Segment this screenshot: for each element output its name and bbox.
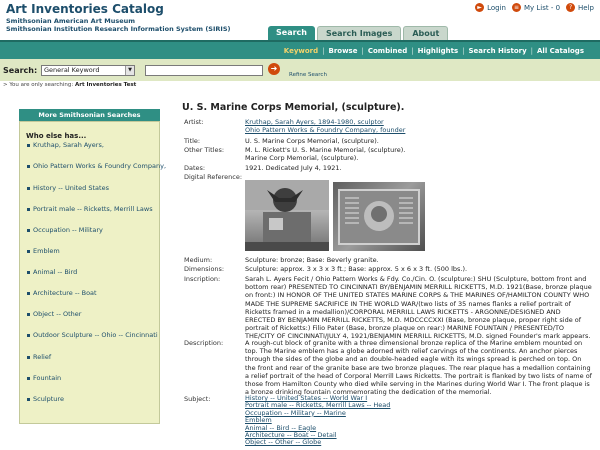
inscription-label: Inscription: bbox=[184, 275, 221, 283]
subject-link[interactable]: Portrait male -- Ricketts, Merrill Laws -- Head bbox=[245, 401, 391, 410]
main-tabs bbox=[268, 26, 448, 40]
my-list-link[interactable] bbox=[512, 3, 560, 12]
other-titles-value bbox=[245, 146, 593, 162]
other-titles-label: Other Titles: bbox=[184, 146, 225, 154]
tab-search-images[interactable]: Search Images bbox=[317, 26, 401, 40]
bullet-icon bbox=[27, 292, 30, 295]
search-type-select[interactable] bbox=[41, 65, 135, 76]
search-label: Search: bbox=[3, 66, 38, 75]
memorial-photo-1[interactable] bbox=[245, 180, 329, 251]
sidebar-item-object[interactable]: Object -- Other bbox=[27, 310, 81, 318]
bullet-icon bbox=[27, 271, 30, 274]
sidebar-item-animal[interactable]: Animal -- Bird bbox=[27, 268, 77, 276]
nav-combined[interactable]: Combined bbox=[367, 46, 408, 55]
who-else-heading: Who else has... bbox=[26, 132, 87, 140]
nav-highlights[interactable]: Highlights bbox=[417, 46, 459, 55]
catalog-title[interactable]: Art Inventories Catalog bbox=[6, 2, 164, 16]
subject-list bbox=[245, 395, 593, 447]
bullet-icon bbox=[27, 250, 30, 253]
sidebar-item-portrait[interactable]: Portrait male -- Ricketts, Merrill Laws bbox=[27, 205, 153, 213]
other-title-2: Marine Corp Memorial, (sculpture). bbox=[245, 154, 359, 163]
bullet-icon bbox=[27, 165, 30, 168]
nav-divider: | bbox=[411, 46, 414, 55]
help-link[interactable] bbox=[566, 3, 594, 12]
login-link[interactable] bbox=[475, 3, 506, 12]
help-label: Help bbox=[578, 3, 594, 12]
bullet-icon bbox=[27, 377, 30, 380]
search-go-button[interactable]: ➜ bbox=[268, 63, 280, 75]
subject-label: Subject: bbox=[184, 395, 211, 403]
sub-nav bbox=[0, 40, 600, 59]
search-scope bbox=[3, 82, 136, 88]
record-title: U. S. Marine Corps Memorial, (sculpture). bbox=[182, 102, 405, 113]
digital-reference-images bbox=[245, 180, 425, 251]
sidebar-item-architecture[interactable]: Architecture -- Boat bbox=[27, 289, 97, 297]
bullet-icon bbox=[27, 187, 30, 190]
bullet-icon bbox=[27, 229, 30, 232]
tab-search[interactable]: Search bbox=[268, 26, 315, 40]
subject-link[interactable]: History -- United States -- World War I bbox=[245, 394, 368, 402]
dates-label: Dates: bbox=[184, 164, 206, 172]
sidebar-item-outdoor-sculpture[interactable]: Outdoor Sculpture -- Ohio -- Cincinnati bbox=[27, 331, 158, 339]
nav-divider: | bbox=[322, 46, 325, 55]
artist-value bbox=[245, 118, 593, 134]
subject-link[interactable]: Occupation -- Military -- Marine bbox=[245, 408, 346, 417]
bullet-icon bbox=[27, 144, 30, 147]
medium-label: Medium: bbox=[184, 256, 213, 264]
search-scope-target: Art Inventories Test bbox=[75, 82, 137, 88]
search-type-value: General Keyword bbox=[44, 66, 100, 74]
list-icon: ≡ bbox=[513, 4, 519, 11]
inscription-value: Sarah L. Ayers Fecit / Ohio Pattern Works & Fdy. Co./Cin. O. (sculpture:) SHU (Sculpture, bottom front and bottom rear) PRESENTED TO CINCINNATI BY/BENJAMIN MERRILL RICKETTS, M.D. 1921(Base, bronze plaque on front:) IN HONOR OF THE UNITED STATES MARINE CORPS & THE MARINES OF/HAMILTON COUNTY WHO MADE THE SUPREME SACRIFICE IN THE WORLD WAR/(two lists of 35 names flanks a relief portrait of Ricketts framed in a medallion)/CORPORAL MERRILL LAWS RICKETTS - ARGONNE/DESIGNED AND ERECTED BY BENJAMIN MERRILL RICKETTS, M.D. MDCCCCXXI (Base, bronze plaque, proper right side of portrait of Ricketts:) Filio Pater (Base, bronze plaque on rear:) MARINE FOUNTAIN / PRESENTED/TO THE/CITY OF CINCINNATI/JULY 4, 1921/BENJAMIN MERRILL RICKETTS, M.D. signed Founder's mark appears. bbox=[245, 275, 592, 341]
siris-name: Smithsonian Institution Research Information System (SIRIS) bbox=[6, 25, 231, 33]
login-icon: ► bbox=[475, 3, 484, 12]
artist-label: Artist: bbox=[184, 118, 204, 126]
medium-value: Sculpture: bronze; Base: Beverly granite. bbox=[245, 256, 379, 264]
title-label: Title: bbox=[184, 137, 201, 145]
login-label: Login bbox=[487, 3, 506, 12]
dimensions-label: Dimensions: bbox=[184, 265, 225, 273]
nav-divider: | bbox=[530, 46, 534, 55]
founder-link[interactable]: Ohio Pattern Works & Foundry Company, founder bbox=[245, 126, 406, 135]
subject-link[interactable]: Architecture -- Boat -- Detail bbox=[245, 431, 337, 440]
refine-search-link[interactable]: Refine Search bbox=[289, 72, 327, 78]
nav-all-catalogs[interactable]: All Catalogs bbox=[537, 46, 584, 55]
bullet-icon bbox=[27, 313, 30, 316]
bullet-icon bbox=[27, 208, 30, 211]
description-value: A rough-cut block of granite with a three dimensional bronze replica of the Marine emblem mounted on top. The Marine emblem has a globe adorned with relief carvings of the continents. An anchor pierces through the sides of the globe and an double-headed eagle with its wings spread is perched on top. On the front and rear of the granite base are two bronze plaques. The rear plaque has a medallion containing a relief portrait of the head of Corporal Merrill Laws Ricketts. The portrait is flanked by two lists of name of those from Hamilton County who died while serving in the Marines during World War I. The front plaque is a bronze drinking fountain commemorating the dedication of the memorial. bbox=[245, 339, 592, 397]
nav-divider: | bbox=[462, 46, 465, 55]
my-list-label: My List - 0 bbox=[523, 3, 561, 12]
search-bar bbox=[0, 59, 600, 81]
dimensions-value: Sculpture: approx. 3 x 3 x 3 ft.; Base: approx. 5 x 6 x 3 ft. (500 lbs.). bbox=[245, 265, 468, 273]
nav-browse[interactable]: Browse bbox=[328, 46, 358, 55]
nav-search-history[interactable]: Search History bbox=[468, 46, 527, 55]
sidebar-item-fountain[interactable]: Fountain bbox=[27, 374, 61, 382]
dates-value: 1921. Dedicated July 4, 1921. bbox=[245, 164, 342, 172]
subject-link[interactable]: Animal -- Bird -- Eagle bbox=[245, 423, 317, 432]
more-searches-heading: More Smithsonian Searches bbox=[19, 109, 160, 121]
museum-name: Smithsonian American Art Museum bbox=[6, 17, 136, 25]
help-icon: ? bbox=[566, 3, 575, 12]
digital-reference-label: Digital Reference: bbox=[184, 173, 243, 181]
header bbox=[0, 0, 600, 40]
sidebar bbox=[19, 121, 167, 424]
sidebar-item-relief[interactable]: Relief bbox=[27, 353, 51, 361]
artist-link[interactable]: Kruthap, Sarah Ayers, 1894-1980, sculptor bbox=[245, 118, 384, 126]
bullet-icon bbox=[27, 398, 30, 401]
other-title-1: M. L. Rickett's U. S. Marine Memorial, (sculpture). bbox=[245, 146, 406, 154]
memorial-photo-2[interactable] bbox=[333, 182, 425, 251]
bullet-icon bbox=[27, 334, 30, 337]
chevron-down-icon: ▼ bbox=[125, 66, 134, 75]
search-input[interactable] bbox=[145, 65, 263, 76]
sidebar-item-sculpture[interactable]: Sculpture bbox=[27, 395, 64, 403]
subject-link[interactable]: Object -- Other -- Globe bbox=[245, 438, 322, 447]
bullet-icon bbox=[27, 356, 30, 359]
sidebar-item-emblem[interactable]: Emblem bbox=[27, 247, 60, 255]
tab-about[interactable]: About bbox=[403, 26, 448, 40]
subject-link[interactable]: Emblem bbox=[245, 416, 272, 425]
sidebar-item-founder[interactable]: Ohio Pattern Works & Foundry Company, bbox=[27, 162, 166, 170]
sidebar-item-artist[interactable]: Kruthap, Sarah Ayers, bbox=[27, 141, 104, 149]
nav-keyword[interactable]: Keyword bbox=[283, 46, 319, 55]
search-scope-prefix: > You are only searching: bbox=[3, 82, 74, 88]
top-links bbox=[475, 3, 594, 12]
description-label: Description: bbox=[184, 339, 224, 347]
sidebar-item-occupation[interactable]: Occupation -- Military bbox=[27, 226, 103, 234]
title-value: U. S. Marine Corps Memorial, (sculpture). bbox=[245, 137, 379, 145]
sidebar-item-history[interactable]: History -- United States bbox=[27, 184, 109, 192]
nav-divider: | bbox=[361, 46, 364, 55]
